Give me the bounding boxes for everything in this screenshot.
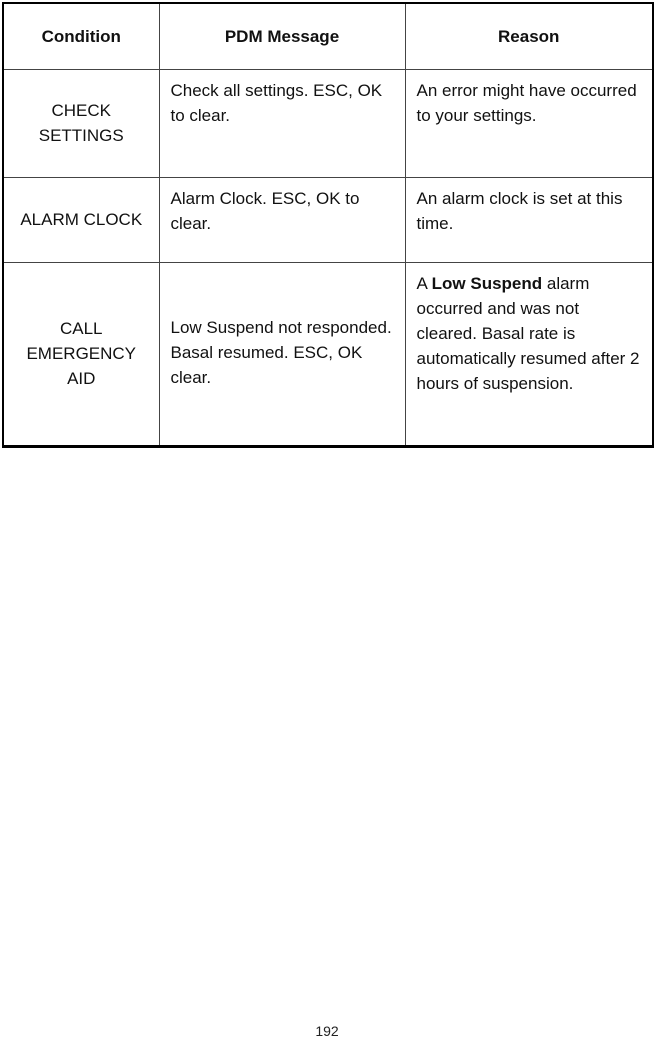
table-row [3, 262, 653, 446]
condition-cell: ALARM CLOCK [3, 177, 159, 262]
page-number: 192 [315, 1023, 339, 1039]
table-row [3, 177, 653, 262]
header-condition: Condition [3, 3, 159, 69]
table-row [3, 69, 653, 177]
message-cell: Low Suspend not responded. Basal resumed. ESC, OK clear. [159, 262, 405, 446]
reason-cell: An alarm clock is set at this time. [405, 177, 653, 262]
reason-emphasis: Low Suspend [431, 273, 543, 293]
header-pdm-message: PDM Message [159, 3, 405, 69]
reason-suffix: alarm occurred and was not cleared. Basal rate is automatically resumed after 2 hours of suspension. [416, 273, 640, 393]
reason-cell: An error might have occurred to your settings. [405, 69, 653, 177]
table-header-row [3, 3, 653, 69]
header-reason: Reason [405, 3, 653, 69]
message-cell: Check all settings. ESC, OK to clear. [159, 69, 405, 177]
reason-cell [405, 262, 653, 446]
alarm-conditions-table [2, 2, 654, 448]
reason-prefix: A [416, 273, 427, 293]
condition-cell: CALL EMERGENCY AID [3, 262, 159, 446]
message-cell: Alarm Clock. ESC, OK to clear. [159, 177, 405, 262]
condition-cell: CHECK SETTINGS [3, 69, 159, 177]
